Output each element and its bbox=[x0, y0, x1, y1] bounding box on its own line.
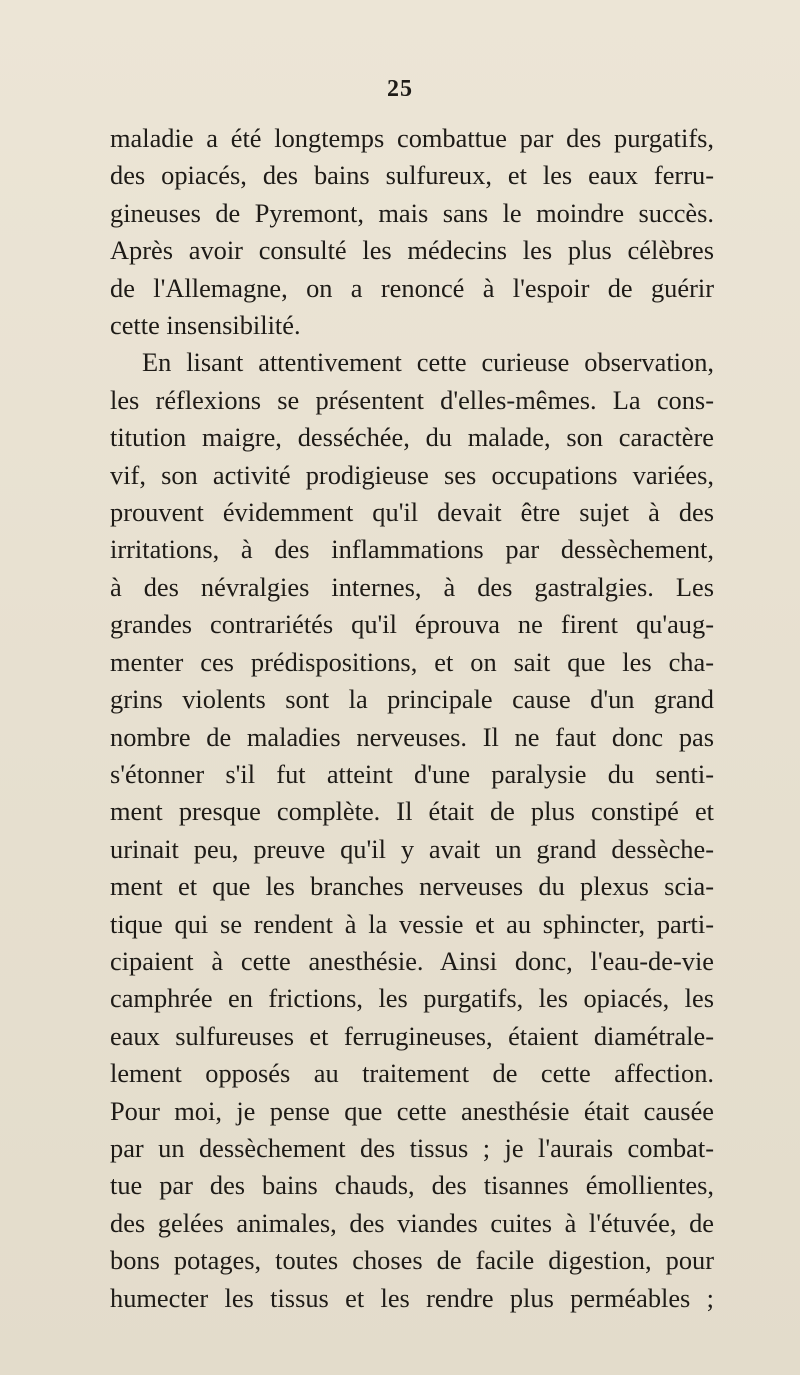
text-line: lement opposés au traitement de cette affection. bbox=[110, 1058, 714, 1089]
text-line: cipaient à cette anesthésie. Ainsi donc, l'eau-de-vie bbox=[110, 945, 714, 976]
text-line: menter ces prédispositions, et on sait que les cha- bbox=[110, 646, 714, 677]
text-line: tique qui se rendent à la vessie et au sphincter, parti- bbox=[110, 908, 714, 939]
page-number: 25 bbox=[387, 76, 413, 102]
text-line: s'étonner s'il fut atteint d'une paralysie du senti- bbox=[110, 758, 714, 789]
text-line: gineuses de Pyremont, mais sans le moindre succès. bbox=[110, 197, 714, 228]
text-line: Pour moi, je pense que cette anesthésie était causée bbox=[110, 1095, 714, 1126]
text-line: camphrée en frictions, les purgatifs, les opiacés, les bbox=[110, 983, 714, 1014]
text-line: prouvent évidemment qu'il devait être sujet à des bbox=[110, 497, 714, 528]
body-text bbox=[110, 120, 714, 1317]
text-line: cette insensibilité. bbox=[110, 310, 301, 341]
text-line: grins violents sont la principale cause d'un grand bbox=[110, 684, 714, 715]
text-line: de l'Allemagne, on a renoncé à l'espoir de guérir bbox=[110, 272, 714, 303]
text-line: urinait peu, preuve qu'il y avait un grand dessèche- bbox=[110, 833, 714, 864]
text-line: grandes contrariétés qu'il éprouva ne firent qu'aug- bbox=[110, 609, 714, 640]
text-line: par un dessèchement des tissus ; je l'aurais combat- bbox=[110, 1132, 714, 1163]
text-line: titution maigre, desséchée, du malade, son caractère bbox=[110, 422, 714, 453]
text-line: eaux sulfureuses et ferrugineuses, étaient diamétrale- bbox=[110, 1020, 714, 1051]
text-line: ment presque complète. Il était de plus constipé et bbox=[110, 796, 714, 827]
paragraph-2 bbox=[110, 344, 714, 1317]
text-line: tue par des bains chauds, des tisannes émollientes, bbox=[110, 1170, 714, 1201]
text-line: En lisant attentivement cette curieuse observation, bbox=[142, 347, 714, 378]
text-line: irritations, à des inflammations par dessèchement, bbox=[110, 534, 714, 565]
text-line: vif, son activité prodigieuse ses occupations variées, bbox=[110, 459, 714, 490]
text-line: ment et que les branches nerveuses du plexus scia- bbox=[110, 871, 714, 902]
text-line: des opiacés, des bains sulfureux, et les eaux ferru- bbox=[110, 160, 714, 191]
text-line: nombre de maladies nerveuses. Il ne faut donc pas bbox=[110, 721, 714, 752]
text-line: les réflexions se présentent d'elles-mêmes. La cons- bbox=[110, 384, 714, 415]
text-line: à des névralgies internes, à des gastralgies. Les bbox=[110, 571, 714, 602]
text-line: bons potages, toutes choses de facile digestion, pour bbox=[110, 1245, 714, 1276]
text-line: humecter les tissus et les rendre plus perméables ; bbox=[110, 1282, 714, 1313]
text-line: Après avoir consulté les médecins les plus célèbres bbox=[110, 235, 714, 266]
text-line: des gelées animales, des viandes cuites à l'étuvée, de bbox=[110, 1207, 714, 1238]
paragraph-1 bbox=[110, 120, 714, 344]
text-line: maladie a été longtemps combattue par des purgatifs, bbox=[110, 123, 714, 153]
